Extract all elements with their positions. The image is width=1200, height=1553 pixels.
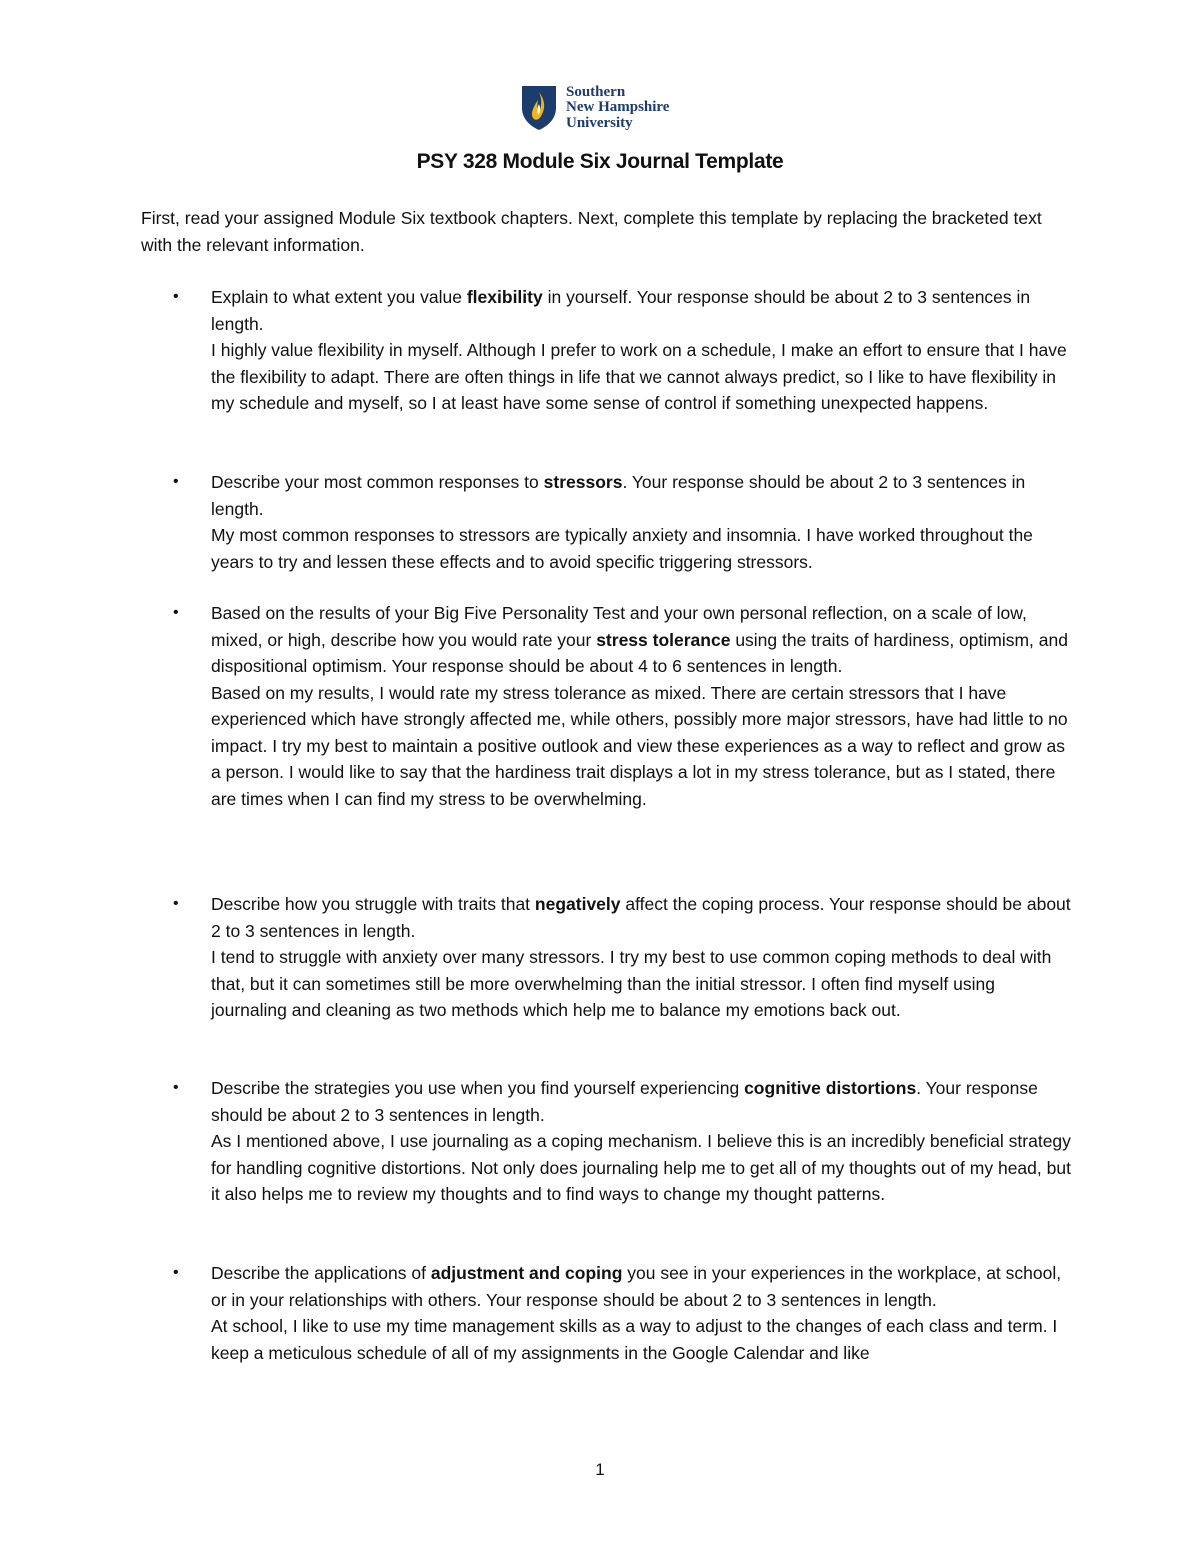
response-text: Based on my results, I would rate my stress tolerance as mixed. There are certain stressors that I have experienced which have strongly affected me, while others, possibly more major stressors, have had little to no impact. I try my best to maintain a positive outlook and view these experiences as a way to reflect and grow as a person. I would like to say that the hardiness trait displays a lot in my stress tolerance, but as I stated, there are times when I can find my stress to be overwhelming. (211, 682, 1068, 809)
journal-item-flexibility (173, 284, 1071, 417)
prompt-keyword: negatively (534, 894, 621, 914)
prompt-keyword: cognitive distortions (744, 1078, 917, 1098)
shield-flame-icon (520, 84, 558, 132)
prompt-keyword: flexibility (466, 287, 543, 307)
intro-paragraph (141, 205, 1061, 258)
journal-item-adjustment-coping (173, 1260, 1071, 1366)
prompt (211, 469, 1071, 522)
prompt-text: Describe the applications of (211, 1263, 431, 1283)
bullet-icon: • (173, 288, 179, 305)
prompt-text: Based on the results of your Big Five Personality Test and your own personal reflection, on a scale of low, mixed, or high, describe how you would rate your (211, 603, 1027, 650)
prompt-text: you see in your experiences in the workplace, at school, or in your relationships with others. Your response should be about 2 to 3 sentences in length. (211, 1263, 1062, 1310)
logo-wordmark (566, 85, 669, 132)
response-text: As I mentioned above, I use journaling as a coping mechanism. I believe this is an incredibly beneficial strategy for handling cognitive distortions. Not only does journaling help me to get all of my thoughts out of my head, but it also helps me to review my thoughts and to find ways to change my thought patterns. (211, 1131, 1071, 1204)
bullet-icon: • (173, 1264, 179, 1281)
prompt-text: . Your response should be about 2 to 3 sentences in length. (211, 1078, 1038, 1125)
prompt (211, 891, 1071, 944)
response-text: I tend to struggle with anxiety over many stressors. I try my best to use common coping methods to deal with that, but it can sometimes still be more overwhelming than the initial stressor. I often find myself using journaling and cleaning as two methods which help me to balance my emotions back out. (211, 947, 1052, 1020)
response-text: I highly value flexibility in myself. Although I prefer to work on a schedule, I make an effort to ensure that I have the flexibility to adapt. There are often things in life that we cannot always predict, so I like to have flexibility in my schedule and myself, so I at least have some sense of control if something unexpected happens. (211, 340, 1067, 413)
logo-line-1: Southern (566, 83, 626, 100)
prompt-text: Describe the strategies you use when you find yourself experiencing (211, 1078, 745, 1098)
page-number: 1 (595, 1460, 605, 1479)
prompt-text: using the traits of hardiness, optimism, and dispositional optimism. Your response should be about 4 to 6 sentences in length. (211, 629, 1068, 676)
prompt-keyword: stressors (543, 472, 623, 492)
journal-item-stressors (173, 469, 1071, 575)
response-text: My most common responses to stressors are typically anxiety and insomnia. I have worked throughout the years to try and lessen these effects and to avoid specific triggering stressors. (211, 525, 1033, 572)
prompt-text: . Your response should be about 2 to 3 sentences in length. (211, 472, 1026, 519)
logo-line-2: New Hampshire (566, 99, 670, 116)
journal-item-stress-tolerance (173, 600, 1071, 812)
prompt-text: Describe your most common responses to (211, 472, 544, 492)
prompt (211, 600, 1071, 680)
document-title: PSY 328 Module Six Journal Template (416, 150, 784, 173)
prompt-text: Explain to what extent you value (211, 287, 467, 307)
journal-item-cognitive-distortions (173, 1075, 1071, 1208)
bullet-icon: • (173, 604, 179, 621)
intro-text: First, read your assigned Module Six textbook chapters. Next, complete this template by replacing the bracketed text with the relevant information. (141, 208, 1042, 255)
journal-item-negative-traits (173, 891, 1071, 1024)
university-logo (520, 84, 669, 132)
prompt-text: in yourself. Your response should be about 2 to 3 sentences in length. (211, 287, 1031, 334)
prompt-text: affect the coping process. Your response should be about 2 to 3 sentences in length. (211, 894, 1071, 941)
bullet-icon: • (173, 895, 179, 912)
response-text: At school, I like to use my time management skills as a way to adjust to the changes of each class and term. I keep a meticulous schedule of all of my assignments in the Google Calendar and like (211, 1316, 1058, 1363)
bullet-icon: • (173, 1079, 179, 1096)
prompt (211, 1075, 1071, 1128)
prompt (211, 1260, 1071, 1313)
prompt (211, 284, 1071, 337)
logo-line-3: University (566, 114, 633, 131)
prompt-text: Describe how you struggle with traits that (211, 894, 535, 914)
bullet-icon: • (173, 473, 179, 490)
prompt-keyword: stress tolerance (596, 629, 731, 650)
prompt-keyword: adjustment and coping (430, 1263, 623, 1283)
